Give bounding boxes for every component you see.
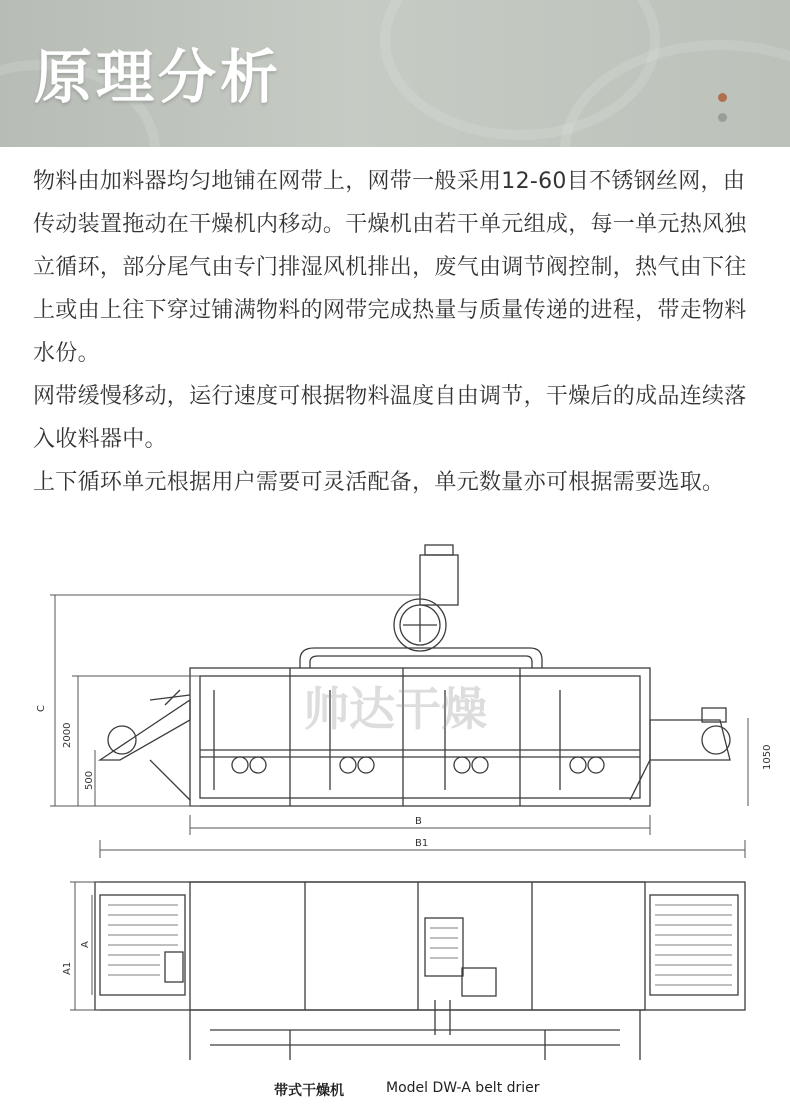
page-title: 原理分析 bbox=[34, 43, 283, 111]
paragraph-speed: 网带缓慢移动，运行速度可根据物料温度自由调节，干燥后的成品连续落入收料器中。 bbox=[33, 384, 747, 452]
dryer-plan-view bbox=[95, 882, 745, 1060]
exhaust-fan bbox=[394, 545, 458, 651]
drawing-caption-en: Model DW-A belt drier bbox=[386, 1080, 540, 1096]
dim-label-2000: 2000 bbox=[62, 722, 73, 748]
dim-label-a: A bbox=[80, 941, 91, 948]
plan-grille-lines bbox=[108, 905, 732, 985]
title-banner bbox=[0, 0, 790, 147]
dim-label-a1: A1 bbox=[62, 961, 73, 975]
dim-label-500: 500 bbox=[84, 770, 95, 790]
dim-label-c: C bbox=[36, 705, 47, 712]
feed-end bbox=[100, 690, 190, 800]
watermark: 帅达干燥 bbox=[303, 682, 487, 736]
banner-dot bbox=[718, 113, 727, 122]
circulation-fans bbox=[232, 757, 604, 773]
article-body bbox=[33, 160, 757, 504]
dim-label-b: B bbox=[415, 816, 422, 827]
dim-label-1050: 1050 bbox=[762, 744, 773, 770]
belt-dryer-drawing bbox=[0, 530, 790, 1105]
paragraph-principle: 物料由加料器均匀地铺在网带上，网带一般采用12-60目不锈钢丝网，由传动装置拖动在干燥机内移动。干燥机由若干单元组成，每一单元热风独立循环，部分尾气由专门排湿风机排出，废气由调节阀控制，热气由下往上或由上往下穿过铺满物料的网带完成热量与质量传递的进程，带走物料水份。 bbox=[33, 169, 747, 366]
banner-dot bbox=[718, 93, 727, 102]
paragraph-units: 上下循环单元根据用户需要可灵活配备，单元数量亦可根据需要选取。 bbox=[33, 470, 725, 495]
drawing-caption-cn: 带式干燥机 bbox=[274, 1083, 344, 1099]
dim-label-b1: B1 bbox=[415, 838, 429, 849]
discharge-end bbox=[630, 708, 730, 800]
